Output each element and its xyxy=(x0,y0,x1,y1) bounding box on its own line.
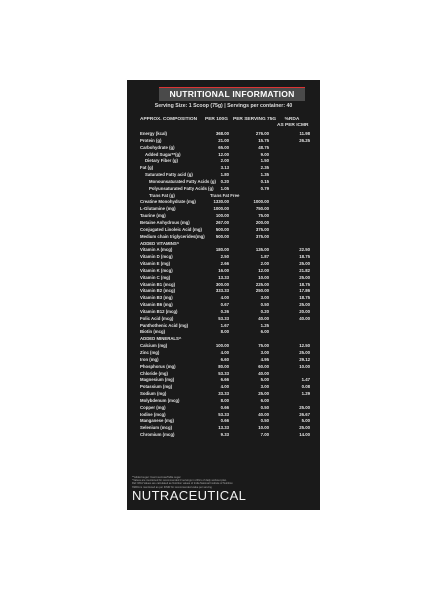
value-per-100g: 2.66 xyxy=(220,261,229,267)
table-row xyxy=(140,371,310,378)
column-header-composition: APPROX. COMPOSITION xyxy=(140,117,198,122)
value-per-100g: 4.00 xyxy=(220,350,229,355)
value-per-serving: 3.00 xyxy=(260,295,269,301)
nutrient-name: Vitamin B1 (mcg) xyxy=(140,281,176,287)
table-row xyxy=(140,357,310,364)
value-per-100g: 0.66 xyxy=(220,404,229,410)
nutrient-name: Vitamin B3 (mg) xyxy=(140,295,173,301)
value-per-serving: 135.00 xyxy=(255,247,269,253)
value-per-100g: 6.66 xyxy=(220,377,229,383)
value-per-serving: 200.00 xyxy=(255,219,269,225)
value-rda: 14.00 xyxy=(299,432,310,438)
value-per-serving: 0.20 xyxy=(260,308,269,314)
nutrient-name: Panthothenic Acid (mg) xyxy=(140,322,189,328)
value-per-100g: 1330.00 xyxy=(213,199,229,205)
nutrient-name: Selenium (mcg) xyxy=(140,425,172,431)
table-row xyxy=(140,316,310,323)
table-row xyxy=(140,172,310,179)
value-rda: 11.98 xyxy=(299,131,310,136)
value-rda: 17.86 xyxy=(299,288,310,294)
value-per-serving: 225.00 xyxy=(255,281,269,287)
table-row xyxy=(140,295,310,302)
value-per-serving: 1.35 xyxy=(260,172,269,178)
value-rda: 0.08 xyxy=(301,384,310,390)
value-per-100g: 65.00 xyxy=(218,144,229,150)
nutrient-name: Iodine (mcg) xyxy=(140,411,166,417)
value-per-serving: 1.87 xyxy=(260,254,269,260)
nutrient-name: Protein (g) xyxy=(140,137,162,143)
column-header-rda-line2: AS PER ICMR xyxy=(277,122,309,128)
value-rda: 18.75 xyxy=(299,254,310,260)
table-row xyxy=(140,165,310,172)
value-per-100g: 9.33 xyxy=(220,432,229,438)
value-per-100g: 1000.00 xyxy=(213,206,229,212)
footnote-line: ^Values are mentioned for recommended 3 servings in 24hrs of daily workout plan. xyxy=(132,479,227,483)
value-per-100g: 100.00 xyxy=(215,213,229,219)
value-per-100g: 1.05 xyxy=(220,185,229,191)
value-per-serving: 375.00 xyxy=(255,233,269,239)
value-per-serving: 40.00 xyxy=(258,370,269,376)
nutrient-name: Dietary Fiber (g) xyxy=(145,158,178,164)
nutrient-name: Chloride (mg) xyxy=(140,370,168,376)
value-per-serving: 12.00 xyxy=(258,267,269,273)
value-rda: 5.00 xyxy=(301,418,310,424)
nutrient-name: Phosphorus (mg) xyxy=(140,363,176,369)
value-per-100g: 267.00 xyxy=(215,219,229,225)
value-per-100g: 33.33 xyxy=(218,391,229,397)
value-per-serving: 9.00 xyxy=(260,151,269,157)
nutrient-name: Vitamin B6 (mg) xyxy=(140,302,173,308)
footnote-line: %RDA is mentioned as per ICMR for recommended value per serving xyxy=(132,485,212,489)
value-per-100g: 500.00 xyxy=(215,233,229,239)
value-per-100g: 0.66 xyxy=(220,418,229,424)
table-row xyxy=(140,179,310,186)
value-rda: 22.50 xyxy=(299,247,310,253)
table-row xyxy=(140,220,310,227)
value-per-serving: 7.00 xyxy=(260,432,269,438)
column-header-rda xyxy=(277,117,307,128)
value-per-100g: 100.00 xyxy=(215,343,229,349)
nutrient-name: Chromium (mcg) xyxy=(140,432,175,438)
table-row xyxy=(140,227,310,234)
value-per-100g: 80.00 xyxy=(218,363,229,369)
value-rda: 25.00 xyxy=(299,261,310,267)
value-per-serving: 6.00 xyxy=(260,329,269,335)
value-per-serving: 1.25 xyxy=(260,322,269,328)
value-per-serving: 40.00 xyxy=(258,315,269,321)
table-row xyxy=(140,323,310,330)
nutrient-name: Conjugated Linoleic Acid (mg) xyxy=(140,226,202,232)
value-per-serving: 3.00 xyxy=(260,350,269,355)
nutrient-name: Vitamin K (mcg) xyxy=(140,267,173,273)
nutrient-name: Carbohydrate (g) xyxy=(140,144,175,150)
table-row xyxy=(140,398,310,405)
value-per-100g: 4.00 xyxy=(220,295,229,301)
value-per-serving: 5.00 xyxy=(260,377,269,383)
nutrient-name: Medium chain triglycerides(mg) xyxy=(140,233,205,239)
value-rda: 26.25 xyxy=(299,137,310,143)
value-per-serving: 1.50 xyxy=(260,158,269,164)
table-row xyxy=(140,268,310,275)
table-row xyxy=(140,199,310,206)
value-per-100g: 2.50 xyxy=(220,254,229,260)
table-row xyxy=(140,391,310,398)
value-rda: 20.00 xyxy=(299,308,310,314)
nutrient-name: ADDED MINERALS^ xyxy=(140,336,182,342)
table-row xyxy=(140,193,310,200)
value-per-100g: 0.67 xyxy=(220,302,229,308)
value-per-100g: 300.00 xyxy=(215,281,229,287)
nutrient-name: Fat (g) xyxy=(140,165,154,171)
nutrient-name: Magnesium (mg) xyxy=(140,377,175,383)
nutrient-name: Taurine (mg) xyxy=(140,213,166,219)
nutrient-name: Added Sugar**(g) xyxy=(145,151,181,157)
nutrient-name: Vitamin A (mcg) xyxy=(140,247,173,253)
column-header-per-serving: PER SERVING 75G xyxy=(233,117,277,122)
section-heading xyxy=(140,336,310,343)
value-rda: 25.00 xyxy=(299,302,310,308)
table-row xyxy=(140,329,310,336)
nutrient-name: Potassium (mg) xyxy=(140,384,173,390)
table-row xyxy=(140,145,310,152)
value-per-serving: 1000.00 xyxy=(253,199,269,205)
table-row xyxy=(140,247,310,254)
serving-size-text: Serving Size: 1 Scoop (75g) | Servings per container: 40 xyxy=(154,103,293,109)
table-row xyxy=(140,138,310,145)
nutrient-name: Polyunsaturated Fatty Acids (g) xyxy=(149,185,214,191)
nutrient-name: Calcium (mg) xyxy=(140,343,168,349)
nutrient-name: Manganese (mg) xyxy=(140,418,174,424)
value-per-serving: 0.50 xyxy=(260,418,269,424)
value-per-100g: 8.00 xyxy=(220,397,229,403)
value-per-100g: 8.00 xyxy=(220,329,229,335)
value-per-100g: 500.00 xyxy=(215,226,229,232)
table-row xyxy=(140,350,310,357)
column-header-rda-line1: %RDA xyxy=(284,117,300,122)
value-per-100g: 13.33 xyxy=(218,425,229,431)
value-per-100g: 13.33 xyxy=(218,274,229,280)
table-row xyxy=(140,206,310,213)
value-per-serving: 250.00 xyxy=(255,288,269,294)
table-row xyxy=(140,425,310,432)
nutrient-name: Copper (mg) xyxy=(140,404,166,410)
nutrient-name: Vitamin B2 (mcg) xyxy=(140,288,176,294)
nutrient-name: Creatine Monohydrate (mg) xyxy=(140,199,196,205)
value-per-serving: 0.50 xyxy=(260,302,269,308)
nutrient-name: ADDED VITAMINS^ xyxy=(140,240,180,246)
value-per-serving: 40.00 xyxy=(258,411,269,417)
value-per-serving: 0.15 xyxy=(260,178,269,184)
table-row xyxy=(140,234,310,241)
value-per-serving: 10.00 xyxy=(258,425,269,431)
table-row xyxy=(140,254,310,261)
value-rda: 25.00 xyxy=(299,274,310,280)
value-per-100g: 53.33 xyxy=(218,315,229,321)
value-per-100g: 1.67 xyxy=(220,322,229,328)
nutrient-name: Betaine Anhydrous (mg) xyxy=(140,219,190,225)
value-per-serving: 3.00 xyxy=(260,384,269,390)
value-per-100g: 12.00 xyxy=(218,151,229,157)
value-per-100g: 333.33 xyxy=(215,288,229,294)
table-row xyxy=(140,302,310,309)
value-per-100g: 4.00 xyxy=(220,384,229,390)
value-rda: 25.00 xyxy=(299,350,310,355)
table-row xyxy=(140,309,310,316)
value-per-100g: 16.00 xyxy=(218,267,229,273)
table-row xyxy=(140,261,310,268)
value-rda: 21.82 xyxy=(299,267,310,273)
nutrient-name: Molybdenum (mcg) xyxy=(140,397,180,403)
table-row xyxy=(140,158,310,165)
value-per-100g: 0.26 xyxy=(220,308,229,314)
table-row xyxy=(140,384,310,391)
value-per-serving: 4.95 xyxy=(260,356,269,362)
value-per-serving: 0.79 xyxy=(260,185,269,191)
nutrition-table xyxy=(140,131,310,439)
table-row xyxy=(140,275,310,282)
nutrient-name: Vitamin E (mg) xyxy=(140,261,171,267)
nutrient-name: Zinc (mg) xyxy=(140,350,160,355)
table-row xyxy=(140,418,310,425)
table-row xyxy=(140,364,310,371)
nutrient-name: Vitamin C (mg) xyxy=(140,274,171,280)
value-per-100g: 21.00 xyxy=(218,137,229,143)
value-per-serving: 750.00 xyxy=(255,206,269,212)
value-rda: 12.50 xyxy=(299,343,310,349)
value-per-serving: 15.75 xyxy=(258,137,269,143)
value-per-serving: 60.00 xyxy=(258,363,269,369)
value-rda: 10.00 xyxy=(299,363,310,369)
table-row xyxy=(140,152,310,159)
panel-title: NUTRITIONAL INFORMATION xyxy=(159,87,305,101)
section-heading xyxy=(140,241,310,248)
value-per-100g: Trans Fat Free xyxy=(210,192,240,198)
nutrition-panel xyxy=(127,80,320,510)
table-row xyxy=(140,432,310,439)
nutrient-name: Energy (kcal) xyxy=(140,131,167,136)
value-rda: 25.00 xyxy=(299,404,310,410)
column-header-per100: PER 100G xyxy=(205,117,228,122)
value-per-serving: 10.00 xyxy=(258,274,269,280)
value-per-serving: 6.00 xyxy=(260,397,269,403)
nutrient-name: Sodium (mg) xyxy=(140,391,167,397)
nutrient-name: Biotin (mcg) xyxy=(140,329,166,335)
value-per-serving: 0.50 xyxy=(260,404,269,410)
footnote-line: Ref: RDA Values are calculated as Nutrition values of India National Institute of Nutrition xyxy=(132,482,233,486)
table-row xyxy=(140,412,310,419)
nutrient-name: Folic Acid (mcg) xyxy=(140,315,174,321)
value-per-100g: 3.13 xyxy=(220,165,229,171)
footnotes xyxy=(132,476,318,489)
value-per-serving: 75.00 xyxy=(258,213,269,219)
value-rda: 18.75 xyxy=(299,295,310,301)
nutrient-name: Iron (mg) xyxy=(140,356,159,362)
value-per-100g: 0.20 xyxy=(220,178,229,184)
table-row xyxy=(140,377,310,384)
nutrient-name: Trans Fat (g) xyxy=(149,192,175,198)
value-per-serving: 48.75 xyxy=(258,144,269,150)
value-per-100g: 6.60 xyxy=(220,356,229,362)
value-per-serving: 25.00 xyxy=(258,391,269,397)
value-per-serving: 2.00 xyxy=(260,261,269,267)
table-row xyxy=(140,288,310,295)
value-per-100g: 53.33 xyxy=(218,411,229,417)
nutrient-name: Vitamin D (mcg) xyxy=(140,254,173,260)
value-rda: 18.75 xyxy=(299,281,310,287)
value-rda: 40.00 xyxy=(299,315,310,321)
nutrient-name: Saturated Fatty acid (g) xyxy=(145,172,193,178)
table-row xyxy=(140,343,310,350)
brand-name: NUTRACEUTICAL xyxy=(132,488,247,503)
value-per-serving: 2.35 xyxy=(260,165,269,171)
nutrient-name: Vitamin B12 (mcg) xyxy=(140,308,178,314)
value-rda: 29.12 xyxy=(299,356,310,362)
table-row xyxy=(140,282,310,289)
value-per-serving: 276.00 xyxy=(255,131,269,136)
nutrient-name: Monounsaturated Fatty Acids (g) xyxy=(149,178,216,184)
nutrient-name: L-Glutamine (mg) xyxy=(140,206,176,212)
value-per-100g: 180.00 xyxy=(215,247,229,253)
table-row xyxy=(140,186,310,193)
value-rda: 25.00 xyxy=(299,425,310,431)
value-per-serving: 375.00 xyxy=(255,226,269,232)
footnote-line: **Added sugar: Invert sucrose/Table sugar xyxy=(132,476,181,479)
value-per-serving: 75.00 xyxy=(258,343,269,349)
table-row xyxy=(140,131,310,138)
value-per-100g: 2.00 xyxy=(220,158,229,164)
value-per-100g: 1.80 xyxy=(220,172,229,178)
value-per-100g: 368.00 xyxy=(215,131,229,136)
value-rda: 1.47 xyxy=(301,377,310,383)
value-rda: 26.67 xyxy=(299,411,310,417)
value-rda: 1.29 xyxy=(301,391,310,397)
value-per-100g: 53.33 xyxy=(218,370,229,376)
table-row xyxy=(140,405,310,412)
table-row xyxy=(140,213,310,220)
